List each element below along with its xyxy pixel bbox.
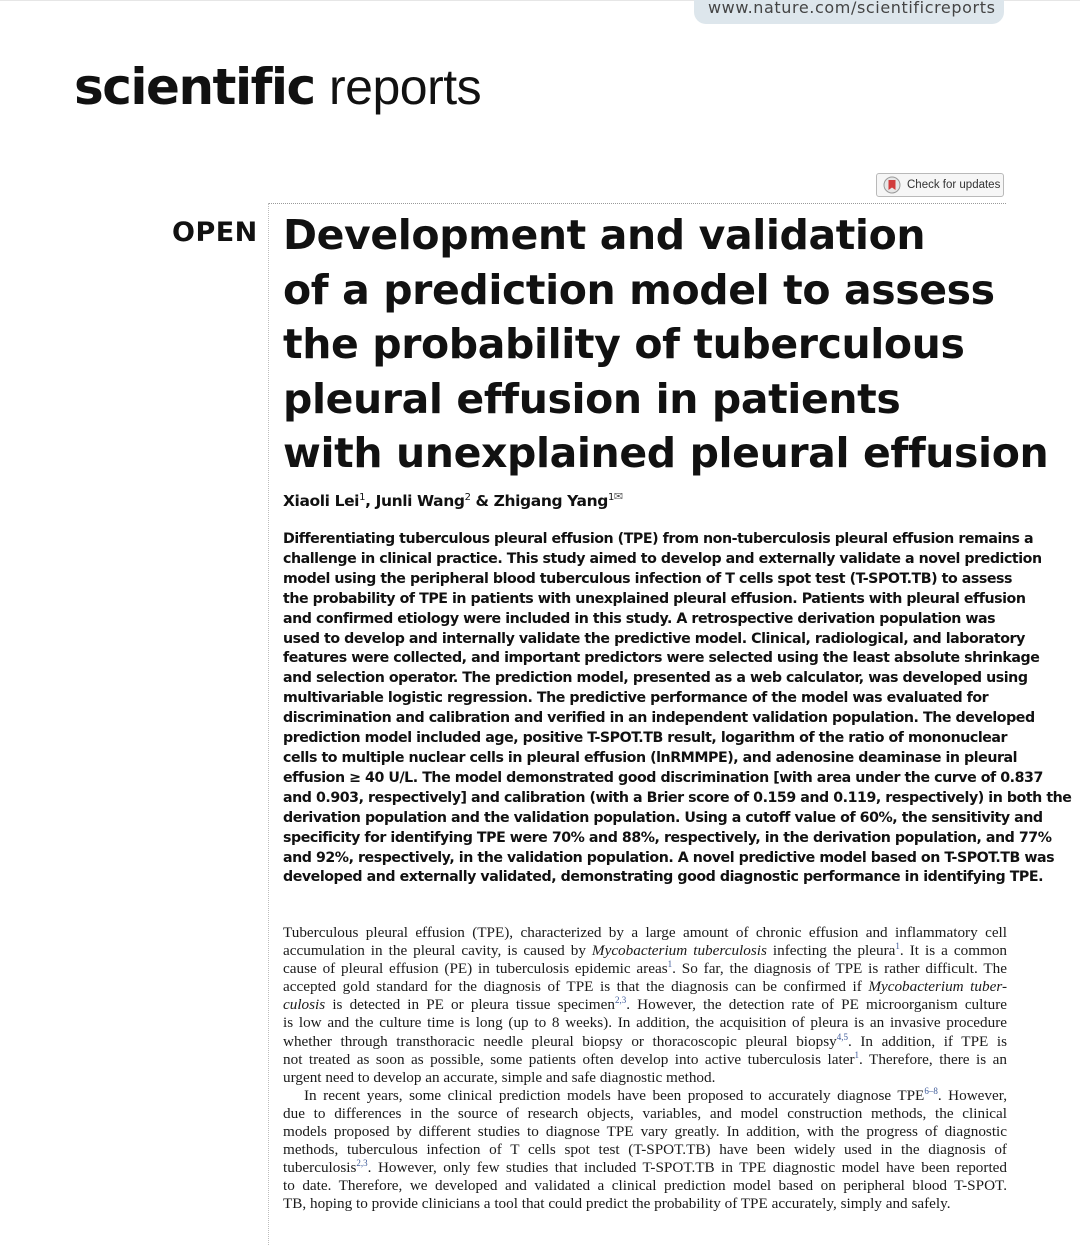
body-line	[283, 1014, 1007, 1032]
author-list	[283, 490, 623, 510]
body-line	[283, 1123, 1007, 1141]
margin-divider	[268, 203, 269, 1245]
title-line: of a prediction model to assess	[283, 265, 995, 314]
body-text-run: urgent need to develop an accurate, simple and safe diagnostic method.	[283, 1068, 716, 1086]
body-line	[283, 1051, 1007, 1069]
body-text-run: In recent years, some clinical prediction models have been proposed to accurately diagnose TPE	[304, 1086, 925, 1104]
body-text-run: cause of pleural effusion (PE) in tuberculosis epidemic areas	[283, 960, 668, 978]
body-text-run: TB, hoping to provide clinicians a tool that could predict the probability of TPE accurately, simply and safely.	[283, 1195, 951, 1213]
body-text-run: . In addition, if TPE is	[847, 1032, 1007, 1050]
journal-logo[interactable]	[74, 58, 482, 116]
italic-term: Mycobacterium tuberculosis	[591, 942, 767, 960]
body-text-run: is low and the culture time is long (up to 8 weeks). In addition, the acquisition of pleura is an invasive procedure	[283, 1014, 1007, 1032]
citation-ref[interactable]: 1	[854, 1049, 860, 1060]
body-line	[283, 996, 1007, 1014]
journal-logo-regular: reports	[329, 59, 482, 115]
body-text-run: methods, tuberculous infection of T cells spot test (T-SPOT.TB) have been widely used in the diagnosis of	[283, 1141, 1007, 1159]
body-text-run: Tuberculous pleural effusion (TPE), characterized by a large amount of chronic effusion and inflammatory cell	[283, 924, 1007, 941]
body-text-run: . However,	[937, 1086, 1008, 1104]
citation-ref[interactable]: 2,3	[614, 995, 627, 1006]
abstract-line: derivation population and the validation population. Using a cutoff value of 60%, the sensitivity and	[283, 809, 1043, 826]
affiliation-mark: 1	[359, 491, 366, 503]
title-line: Development and validation	[283, 211, 926, 259]
body-line	[283, 1033, 1007, 1051]
italic-term: culosis	[283, 996, 326, 1014]
body-text-run: whether through transthoracic needle pleural biopsy or thoracoscopic pleural biopsy	[283, 1032, 837, 1050]
italic-term: Mycobacterium tuber-	[868, 978, 1007, 996]
citation-ref[interactable]: 4,5	[836, 1031, 848, 1042]
abstract-line: features were collected, and important predictors were selected using the least absolute shrinkage	[283, 650, 1040, 667]
body-text-run: . Therefore, there is an	[859, 1050, 1007, 1068]
body-text-run: accumulation in the pleural cavity, is caused by	[283, 942, 592, 960]
journal-logo-bold: scientific	[74, 58, 315, 116]
body-text-run: . It is a common	[899, 942, 1008, 960]
body-text-run: is detected in PE or pleura tissue specimen	[325, 996, 615, 1014]
title-line: the probability of tuberculous	[283, 320, 965, 368]
affiliation-mark: 1	[607, 491, 614, 503]
open-access-label: OPEN	[172, 217, 258, 248]
body-line	[283, 978, 1007, 996]
author-name[interactable]: Zhigang Yang	[493, 492, 608, 510]
abstract-line: Differentiating tuberculous pleural effusion (TPE) from non-tuberculosis pleural effusion remains a	[283, 531, 1034, 547]
title-line: with unexplained pleural effusion	[283, 429, 1049, 477]
header-divider	[268, 203, 1006, 204]
body-line	[283, 1159, 1007, 1177]
body-line	[283, 942, 1007, 960]
article-title	[283, 208, 1049, 481]
body-line	[283, 924, 1007, 942]
body-text-run: infecting the pleura	[766, 942, 896, 960]
affiliation-mark: 2	[464, 491, 471, 503]
title-line: pleural effusion in patients	[283, 374, 901, 423]
citation-ref[interactable]: 2,3	[356, 1158, 368, 1169]
body-text-run: accepted gold standard for the diagnosis of TPE is that the diagnosis can be confirmed if	[283, 978, 869, 996]
abstract	[283, 530, 1072, 888]
abstract-line: cells to multiple nuclear cells in pleural effusion (lnRMMPE), and adenosine deaminase in pleural	[283, 749, 1018, 766]
journal-url[interactable]: www.nature.com/scientificreports	[708, 0, 996, 17]
abstract-line: multivariable logistic regression. The predictive performance of the model was evaluated for	[283, 690, 989, 707]
body-line	[283, 1177, 1007, 1195]
check-for-updates-label: Check for updates	[907, 179, 1001, 191]
body-text-run: . So far, the diagnosis of TPE is rather difficult. The	[672, 960, 1007, 978]
body-text-run: . However, only few studies that included T-SPOT.TB in TPE diagnostic model have been reported	[367, 1159, 1007, 1177]
body-line	[283, 1141, 1007, 1159]
body-text-run: models proposed by different studies to diagnose TPE vary greatly. In addition, with the progress of diagnostic	[283, 1123, 1007, 1141]
body-text-run: to date. Therefore, we developed and validated a clinical prediction model based on peripheral blood T-SPOT.	[283, 1177, 1007, 1195]
author-name[interactable]: Xiaoli Lei	[283, 492, 360, 510]
author-name[interactable]: Junli Wang	[375, 492, 465, 510]
abstract-line: and selection operator. The prediction model, presented as a web calculator, was developed using	[283, 670, 1028, 687]
author-separator: &	[470, 492, 494, 510]
crossmark-icon	[883, 176, 901, 194]
abstract-line: challenge in clinical practice. This study aimed to develop and externally validate a novel prediction	[283, 550, 1042, 567]
body-line	[283, 1087, 1007, 1105]
body-line	[283, 1195, 1007, 1213]
body-line	[283, 1105, 1007, 1123]
envelope-icon[interactable]: ✉	[613, 490, 623, 503]
citation-ref[interactable]: 1	[895, 941, 900, 952]
abstract-line: and 0.903, respectively] and calibration (with a Brier score of 0.159 and 0.119, respectively) in both the	[283, 789, 1072, 806]
body-text	[283, 924, 1007, 1214]
citation-ref[interactable]: 1	[667, 959, 673, 970]
body-line	[283, 1069, 1007, 1087]
abstract-line: and confirmed etiology were included in this study. A retrospective derivation population was	[283, 610, 996, 627]
body-text-run: tuberculosis	[283, 1159, 357, 1177]
abstract-line: specificity for identifying TPE were 70% and 88%, respectively, in the derivation population, and 77%	[283, 829, 1052, 846]
abstract-line: effusion ≥ 40 U/L. The model demonstrated good discrimination [with area under the curve of 0.837	[283, 769, 1043, 786]
body-text-run: . However, the detection rate of PE microorganism culture	[626, 996, 1007, 1014]
abstract-line: the probability of TPE in patients with unexplained pleural effusion. Patients with pleural effusion	[283, 590, 1026, 607]
body-text-run: due to differences in the source of research objects, variables, and model construction methods, the clinical	[283, 1104, 1007, 1122]
abstract-line: used to develop and internally validate the predictive model. Clinical, radiological, and laboratory	[283, 630, 1025, 647]
check-for-updates-button[interactable]	[876, 173, 1004, 197]
body-line	[283, 960, 1007, 978]
abstract-line: model using the peripheral blood tuberculous infection of T cells spot test (T-SPOT.TB) to assess	[283, 570, 1013, 587]
abstract-line: prediction model included age, positive T-SPOT.TB result, logarithm of the ratio of mononuclear	[283, 730, 1008, 747]
author-separator: ,	[365, 492, 376, 510]
citation-ref[interactable]: 6–8	[924, 1085, 938, 1096]
abstract-line: developed and externally validated, demonstrating good diagnostic performance in identifying TPE.	[283, 869, 1044, 886]
body-text-run: not treated as soon as possible, some patients often develop into active tuberculosis later	[283, 1050, 855, 1068]
abstract-line: discrimination and calibration and verified in an independent validation population. The developed	[283, 710, 1035, 727]
abstract-line: and 92%, respectively, in the validation population. A novel predictive model based on T-SPOT.TB was	[283, 849, 1055, 866]
